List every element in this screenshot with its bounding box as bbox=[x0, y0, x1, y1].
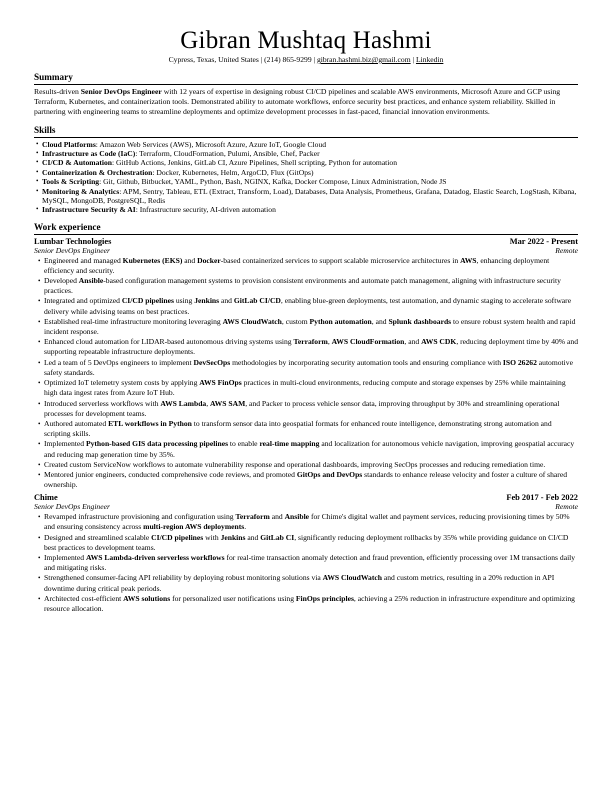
candidate-name: Gibran Mushtaq Hashmi bbox=[180, 27, 432, 54]
bullet-text: , and Packer to process vehicle sensor data, improving throughput by 30% and streamlining operational processes for development teams. bbox=[44, 398, 560, 418]
bullet-highlight: Ansible bbox=[78, 276, 104, 286]
bullet-text: Led a team of 5 DevOps engineers to implement bbox=[44, 357, 194, 367]
contact-separator: | bbox=[412, 55, 415, 64]
bullet-highlight: AWS solutions bbox=[123, 593, 171, 603]
bullet-text: Authored automated bbox=[44, 418, 109, 428]
bullet-highlight: AWS FinOps bbox=[199, 378, 242, 388]
job-bullet bbox=[34, 512, 578, 532]
bullet-text: using bbox=[173, 296, 195, 306]
bullet-text: , and bbox=[404, 337, 422, 347]
company-name: Chime bbox=[34, 493, 58, 503]
skill-text: : Amazon Web Services (AWS), Microsoft Azure, Azure IoT, Google Cloud bbox=[95, 139, 327, 149]
summary-part: Results-driven bbox=[34, 87, 81, 96]
skill-label: Infrastructure Security & AI bbox=[42, 205, 136, 215]
skill-item bbox=[34, 158, 578, 167]
bullet-text: . bbox=[244, 522, 247, 532]
email-link[interactable]: gibran.hashmi.biz@gmail.com bbox=[316, 55, 411, 64]
skill-label: Tools & Scripting bbox=[42, 177, 100, 187]
skill-label: CI/CD & Automation bbox=[42, 158, 113, 168]
skill-item bbox=[34, 149, 578, 158]
bullet-text: for Chime's digital wallet and payment services, reducing provisioning times by 50% and ensuring consistency across bbox=[44, 512, 570, 532]
bullet-highlight: Python automation bbox=[309, 316, 372, 326]
skill-item bbox=[34, 140, 578, 149]
bullet-highlight: DevSecOps bbox=[193, 357, 231, 367]
bullet-highlight: FinOps principles bbox=[295, 593, 354, 603]
bullet-highlight: AWS CDK bbox=[421, 337, 457, 347]
job-bullet bbox=[34, 256, 578, 276]
bullet-text: Designed and streamlined scalable bbox=[44, 532, 152, 542]
job-role: Senior DevOps Engineer bbox=[34, 502, 110, 512]
job-location: Remote bbox=[555, 245, 578, 255]
summary-heading: Summary bbox=[34, 72, 73, 82]
bullet-text: -based containerized services to support scalable microservice architectures in bbox=[220, 255, 461, 265]
skill-item bbox=[34, 205, 578, 214]
job-bullet bbox=[34, 296, 578, 316]
skill-item bbox=[34, 187, 578, 206]
resume-page bbox=[34, 28, 578, 614]
bullet-highlight: ETL workflows in Python bbox=[108, 418, 192, 428]
skill-label: Cloud Platforms bbox=[42, 139, 96, 149]
job-dates: Mar 2022 - Present bbox=[509, 236, 578, 246]
job-bullet bbox=[34, 317, 578, 337]
job-bullet bbox=[34, 419, 578, 439]
bullet-highlight: Ansible bbox=[284, 512, 310, 522]
bullet-text: for real-time transaction anomaly detection and fraud prevention, efficiently processing over 1M transactions daily and mitigating risks. bbox=[44, 552, 576, 573]
bullet-text: , enabling blue-green deployments, test automation, and dynamic staging to accelerate software delivery while advising teams on best practices. bbox=[44, 296, 572, 316]
bullet-highlight: CI/CD pipelines bbox=[151, 532, 204, 542]
bullet-highlight: ISO 26262 bbox=[502, 357, 537, 367]
bullet-highlight: Jenkins bbox=[194, 296, 220, 306]
skill-text: : Git, Github, Bitbucket, YAML, Python, Bash, NGINX, Kafka, Docker Compose, Linux Administration, Node JS bbox=[99, 177, 447, 187]
skills-heading: Skills bbox=[34, 124, 56, 135]
skill-label: Monitoring & Analytics bbox=[42, 186, 120, 196]
bullet-text: Implemented bbox=[44, 439, 86, 449]
skill-text: : GitHub Actions, Jenkins, GitLab CI, Azure Pipelines, Shell scripting, Python for automation bbox=[112, 158, 397, 168]
bullet-text: with bbox=[203, 532, 221, 542]
bullet-text: and bbox=[269, 512, 285, 522]
bullet-highlight: AWS bbox=[460, 255, 477, 265]
job-header bbox=[34, 237, 578, 247]
bullet-highlight: multi-region AWS deployments bbox=[143, 522, 245, 532]
job-subheader bbox=[34, 503, 578, 512]
bullet-highlight: Python-based GIS data processing pipelines bbox=[85, 439, 229, 449]
bullet-highlight: CI/CD pipelines bbox=[121, 296, 174, 306]
bullet-text: Mentored junior engineers, conducted comprehensive code reviews, and promoted bbox=[44, 469, 297, 479]
section-divider bbox=[34, 84, 578, 85]
bullet-text: for personalized user notifications using bbox=[170, 593, 296, 603]
experience-heading: Work experience bbox=[34, 221, 101, 232]
experience-list bbox=[34, 237, 578, 614]
job-bullet bbox=[34, 378, 578, 398]
bullet-highlight: AWS CloudFormation bbox=[331, 337, 405, 347]
job-bullet bbox=[34, 439, 578, 459]
job-bullet bbox=[34, 594, 578, 614]
bullet-highlight: AWS CloudWatch bbox=[222, 316, 282, 326]
job-bullet bbox=[34, 399, 578, 419]
bullet-highlight: AWS CloudWatch bbox=[322, 573, 382, 583]
skill-text: : Infrastructure security, AI-driven automation bbox=[135, 205, 276, 215]
section-divider bbox=[34, 137, 578, 138]
job-entry bbox=[34, 237, 578, 490]
bullet-text: practices in multi-cloud environments, reducing compute and storage expenses by 25% while maintaining high data ingest rates from Azure IoT Hub. bbox=[44, 378, 566, 398]
bullet-text: Optimized IoT telemetry system costs by applying bbox=[44, 378, 200, 388]
bullet-text: and bbox=[219, 296, 234, 306]
bullet-text: Engineered and managed bbox=[44, 255, 123, 265]
linkedin-link[interactable]: Linkedin bbox=[415, 55, 444, 64]
job-bullet bbox=[34, 460, 578, 470]
bullet-text: Implemented bbox=[44, 552, 86, 562]
job-subheader bbox=[34, 247, 578, 256]
bullet-highlight: AWS SAM bbox=[210, 398, 246, 408]
bullet-text: , reducing deployment time by 40% and supporting repeatable infrastructure deployments. bbox=[44, 337, 578, 357]
bullet-highlight: Terraform bbox=[235, 512, 270, 522]
bullet-text: and custom metrics, resulting in a 20% reduction in API downtime during critical peak periods. bbox=[44, 573, 555, 593]
bullet-highlight: GitOps and DevOps bbox=[296, 469, 363, 479]
bullet-text: , bbox=[327, 337, 332, 347]
bullet-highlight: AWS Lambda-driven serverless workflows bbox=[85, 552, 225, 562]
bullet-text: Introduced serverless workflows with bbox=[44, 398, 161, 408]
job-bullets bbox=[34, 256, 578, 491]
bullet-text: Revamped infrastructure provisioning and configuration using bbox=[44, 512, 236, 522]
bullet-text: and bbox=[245, 532, 261, 542]
bullet-text: and localization for autonomous vehicle navigation, improving geospatial accuracy and reducing map generation time by 35%. bbox=[44, 439, 575, 459]
bullet-highlight: Docker bbox=[197, 255, 221, 265]
job-bullet bbox=[34, 358, 578, 378]
bullet-highlight: Splunk dashboards bbox=[388, 316, 452, 326]
job-bullet bbox=[34, 573, 578, 593]
bullet-text: , and bbox=[371, 316, 389, 326]
bullet-text: automotive safety standards. bbox=[44, 357, 573, 377]
bullet-text: to ensure robust system health and rapid incident response. bbox=[44, 316, 576, 337]
bullet-text: methodologies by incorporating security automation tools and ensuring compliance with bbox=[230, 357, 503, 367]
skills-list bbox=[34, 140, 578, 215]
bullet-highlight: GitLab CI bbox=[260, 532, 295, 542]
bullet-highlight: Jenkins bbox=[220, 532, 246, 542]
bullet-highlight: AWS Lambda bbox=[160, 398, 207, 408]
job-bullet bbox=[34, 470, 578, 490]
bullet-highlight: real-time mapping bbox=[259, 439, 320, 449]
company-name: Lumbar Technologies bbox=[34, 236, 112, 246]
bullet-text: Architected cost-efficient bbox=[44, 593, 124, 603]
bullet-text: Developed bbox=[44, 276, 79, 286]
job-bullet bbox=[34, 337, 578, 357]
bullet-text: , bbox=[206, 398, 211, 408]
skill-label: Infrastructure as Code (IaC) bbox=[42, 149, 136, 159]
bullet-text: , significantly reducing deployment rollbacks by 35% while providing guidance on CI/CD best practices to development teams. bbox=[44, 532, 569, 552]
skill-item bbox=[34, 168, 578, 177]
bullet-text: Strengthened consumer-facing API reliability by deploying robust monitoring solutions via bbox=[44, 573, 323, 583]
skill-label: Containerization & Orchestration bbox=[42, 167, 153, 177]
bullet-text: standards to enhance release velocity and foster a culture of shared ownership. bbox=[44, 469, 567, 490]
contact-line bbox=[34, 55, 578, 65]
job-bullets bbox=[34, 512, 578, 614]
skill-text: : Terraform, CloudFormation, Pulumi, Ansible, Chef, Packer bbox=[135, 149, 320, 159]
job-dates: Feb 2017 - Feb 2022 bbox=[506, 493, 578, 503]
bullet-text: , enhancing deployment efficiency and security. bbox=[44, 255, 550, 275]
summary-bold: Senior DevOps Engineer bbox=[80, 87, 162, 96]
bullet-text: -based configuration management systems to provision consistent environments and automate patch management, aligning with infrastructure security practices. bbox=[44, 276, 561, 296]
bullet-text: to enable bbox=[228, 439, 260, 449]
bullet-text: Enhanced cloud automation for LIDAR-based autonomous driving systems using bbox=[44, 337, 294, 347]
job-entry bbox=[34, 493, 578, 614]
job-role: Senior DevOps Engineer bbox=[34, 245, 110, 255]
bullet-highlight: Kubernetes (EKS) bbox=[122, 255, 183, 265]
bullet-highlight: Terraform bbox=[293, 337, 328, 347]
contact-text: Cypress, Texas, United States | (214) 865-9299 | bbox=[168, 55, 316, 64]
skill-text: : Docker, Kubernetes, Helm, ArgoCD, Flux (GitOps) bbox=[152, 167, 314, 177]
job-location: Remote bbox=[555, 502, 578, 512]
job-bullet bbox=[34, 553, 578, 573]
bullet-text: and bbox=[182, 255, 198, 265]
job-header bbox=[34, 493, 578, 503]
bullet-text: Established real-time infrastructure monitoring leveraging bbox=[44, 316, 223, 326]
summary-text bbox=[34, 87, 578, 118]
job-bullet bbox=[34, 533, 578, 553]
job-bullet bbox=[34, 276, 578, 296]
bullet-text: to transform sensor data into geospatial formats for enhanced route intelligence, demonstrating strong automation and scripting skills. bbox=[44, 418, 552, 439]
summary-part: with 12 years of expertise in designing robust CI/CD pipelines and scalable AWS environments, Microsoft Azure and GCP using Terraform, Kubernetes, and containerization tools. Demonstrated ability to automate workflows, enforce security best practices, and enhance system reliability. Skilled in partnering with engineering teams to streamline deployments and optimize development processes in fast-paced, financial innovation environments. bbox=[34, 87, 561, 117]
bullet-highlight: GitLab CI/CD bbox=[233, 296, 281, 306]
section-divider bbox=[34, 234, 578, 235]
bullet-text: , custom bbox=[281, 316, 310, 326]
bullet-text: , achieving a 25% reduction in infrastructure expenditure and optimizing resource allocation. bbox=[44, 593, 575, 613]
skill-text: : APM, Sentry, Tableau, ETL (Extract, Transform, Load), Databases, Data Analysis, Prometheus, Grafana, Datadog, Elastic Search, LogStash, Kibana, MySQL, MongoDB, PostgreSQL, Redis bbox=[42, 186, 577, 206]
bullet-text: Integrated and optimized bbox=[44, 296, 122, 306]
bullet-text: Created custom ServiceNow workflows to automate vulnerability response and operational dashboards, improving SecOps processes and reducing remediation time. bbox=[44, 459, 546, 469]
skill-item bbox=[34, 177, 578, 186]
